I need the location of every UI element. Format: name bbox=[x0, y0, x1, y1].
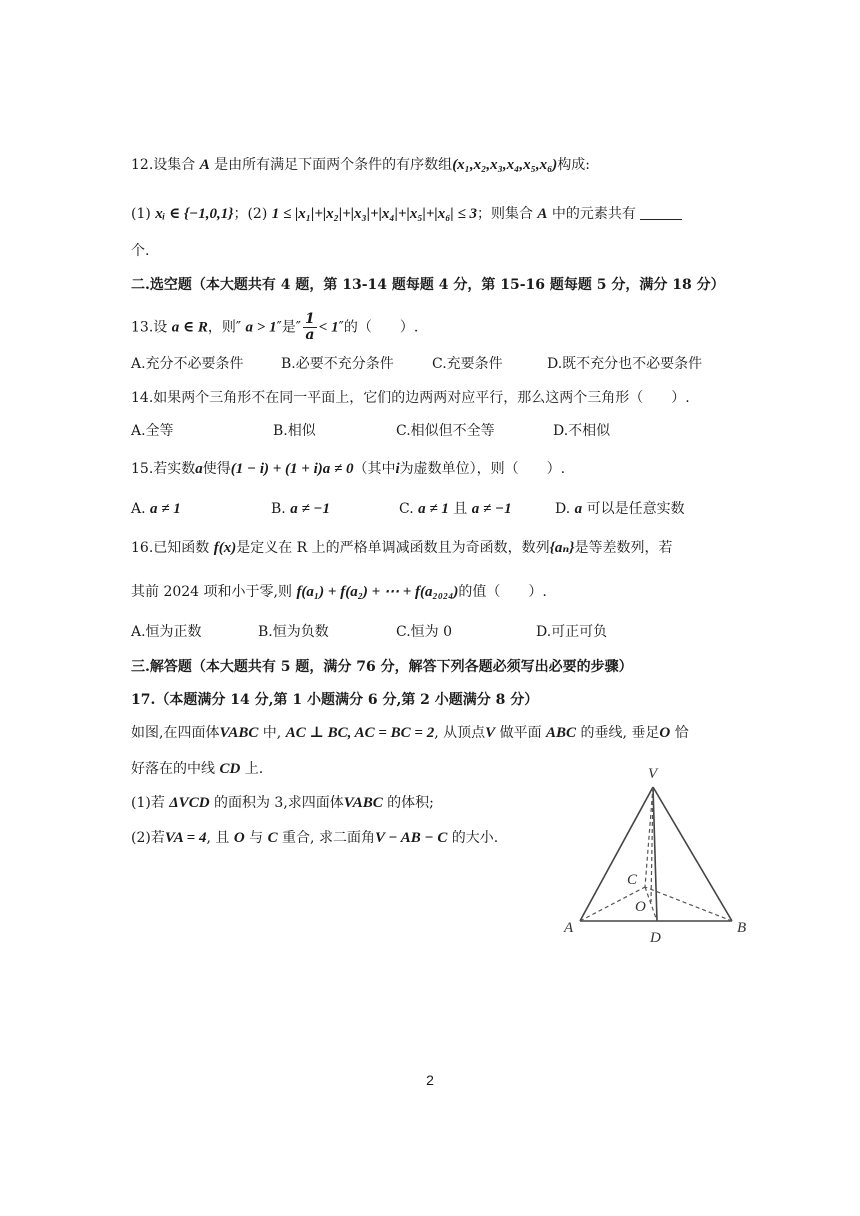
q17-part1 bbox=[131, 793, 434, 813]
q15-option-b bbox=[271, 499, 330, 519]
fraction-numerator: 1 bbox=[305, 311, 315, 327]
q13-option-d: D.既不充分也不必要条件 bbox=[547, 356, 703, 372]
q15-text: 为虚数单位），则（ ）. bbox=[399, 461, 566, 477]
q16-option-b: B.恒为负数 bbox=[258, 624, 329, 640]
q12-text: 构成: bbox=[557, 157, 591, 173]
math-var: CD bbox=[219, 761, 241, 777]
q16-text: 其前 2024 项和小于零,则 bbox=[131, 584, 297, 600]
q17-text: 好落在的中线 bbox=[131, 761, 220, 777]
q13-stem bbox=[131, 312, 418, 343]
q12-line3 bbox=[131, 241, 149, 261]
cond1-label: (1) bbox=[131, 206, 156, 222]
q16-option-a: A.恒为正数 bbox=[131, 624, 202, 640]
q12-text: 是由所有满足下面两个条件的有序数组 bbox=[209, 157, 453, 173]
edge-bc bbox=[645, 887, 732, 921]
q13-option-a: A.充分不必要条件 bbox=[131, 356, 244, 372]
edge-vd bbox=[653, 787, 657, 921]
label-b: B bbox=[737, 920, 747, 936]
edge-vb bbox=[653, 787, 732, 921]
math-expression: AC ⊥ BC, AC = BC = 2 bbox=[285, 725, 435, 741]
section-3-heading: 三.解答题（本大题共有 5 题，满分 76 分，解答下列各题必须写出必要的步骤） bbox=[131, 659, 633, 675]
set-a-symbol: A bbox=[537, 206, 548, 222]
math-expression: V − AB − C bbox=[374, 830, 448, 846]
answer-blank bbox=[640, 205, 682, 220]
q16-option-d: D.可正可负 bbox=[536, 624, 608, 640]
q17-text: 的大小. bbox=[447, 830, 499, 846]
fraction bbox=[303, 312, 317, 343]
q14-option-a: A.全等 bbox=[131, 423, 174, 439]
q17-text: 中, bbox=[258, 725, 286, 741]
cond2-label: ；(2) bbox=[233, 206, 272, 222]
q17-line2 bbox=[131, 759, 263, 779]
q13-text: ，则″ bbox=[207, 319, 246, 336]
q15-text: 使得 bbox=[202, 461, 231, 477]
option-label: D. bbox=[555, 501, 575, 517]
q17-line1 bbox=[131, 723, 689, 743]
math-var: ABC bbox=[546, 725, 577, 741]
tetrahedron-figure bbox=[555, 760, 765, 945]
fraction-denominator: a bbox=[305, 327, 315, 343]
q13-text: ″的（ ）. bbox=[338, 319, 419, 336]
math-expression: {aₙ} bbox=[549, 540, 575, 556]
q12-text: 个. bbox=[131, 243, 150, 259]
q17-header: 17.（本题满分 14 分,第 1 小题满分 6 分,第 2 小题满分 8 分） bbox=[131, 692, 539, 708]
q17-text: (1)若 bbox=[131, 795, 170, 811]
q17-text: , 且 bbox=[206, 830, 234, 846]
math-expression: a ≠ −1 bbox=[290, 501, 331, 517]
option-label: A. bbox=[131, 501, 151, 517]
q15-text: （其中 bbox=[353, 461, 396, 477]
math-expression: a > 1 bbox=[245, 319, 277, 336]
q16-text: 16.已知函数 bbox=[131, 540, 214, 556]
q12-line1 bbox=[131, 155, 590, 175]
q12-text: 中的元素共有 bbox=[547, 206, 636, 222]
q14-option-d: D.不相似 bbox=[553, 423, 611, 439]
math-var: V bbox=[485, 725, 496, 741]
label-a: A bbox=[564, 920, 574, 936]
section-2-heading: 二.选空题（本大题共有 4 题，第 13-14 题每题 4 分，第 15-16 题每题 5 分，满分 18 分） bbox=[131, 277, 725, 293]
math-expression: a ∈ R bbox=[171, 319, 208, 336]
math-expression: a ≠ −1 bbox=[471, 501, 512, 517]
q15-option-a bbox=[131, 499, 181, 519]
math-expression: VA = 4 bbox=[164, 830, 207, 846]
math-var: C bbox=[267, 830, 278, 846]
q16-option-c: C.恒为 0 bbox=[396, 624, 453, 640]
set-a-symbol: A bbox=[199, 157, 210, 173]
q17-text: 做平面 bbox=[495, 725, 547, 741]
option-label: C. bbox=[399, 501, 419, 517]
q17-text: , 从顶点 bbox=[434, 725, 486, 741]
q17-text: 的体积; bbox=[382, 795, 434, 811]
q14-option-b: B.相似 bbox=[273, 423, 316, 439]
math-expression: < 1 bbox=[318, 319, 339, 336]
q17-text: (2)若 bbox=[131, 830, 165, 846]
math-var: VABC bbox=[219, 725, 259, 741]
q15-option-d bbox=[555, 499, 685, 519]
math-expression: (1 − i) + (1 + i)a ≠ 0 bbox=[230, 461, 354, 477]
math-var: O bbox=[233, 830, 245, 846]
label-d: D bbox=[650, 930, 661, 945]
q16-text: 是等差数列，若 bbox=[574, 540, 673, 556]
q13-option-c: C.充要条件 bbox=[432, 356, 503, 372]
q13-option-b: B.必要不充分条件 bbox=[281, 356, 394, 372]
math-var: VABC bbox=[343, 795, 383, 811]
q12-text: ；则集合 bbox=[476, 206, 538, 222]
q14-stem: 14.如果两个三角形不在同一平面上，它们的边两两对应平行，那么这两个三角形（ ）. bbox=[131, 390, 690, 406]
math-expression: f(a₁) + f(a₂) + ⋯ + f(a₂₀₂₄) bbox=[296, 584, 459, 600]
q15-option-c bbox=[399, 499, 512, 519]
math-expression: a ≠ 1 bbox=[150, 501, 181, 517]
q13-text: ″是″ bbox=[276, 319, 302, 336]
tuple-expression: (x₁,x₂,x₃,x₄,x₅,x₆) bbox=[452, 157, 558, 173]
math-expression: a ≠ 1 bbox=[418, 501, 449, 517]
page-number: 2 bbox=[426, 1072, 434, 1088]
q15-stem bbox=[131, 459, 565, 479]
q16-text: 的值（ ）. bbox=[458, 584, 547, 600]
q17-text: 的垂线, 垂足 bbox=[576, 725, 660, 741]
q12-text: 12.设集合 bbox=[131, 157, 200, 173]
q17-text: 的面积为 3,求四面体 bbox=[209, 795, 344, 811]
math-var: i bbox=[395, 461, 400, 477]
q17-text: 重合, 求二面角 bbox=[277, 830, 375, 846]
label-c: C bbox=[627, 872, 638, 888]
condition-2: 1 ≤ |x₁|+|x₂|+|x₃|+|x₄|+|x₅|+|x₆| ≤ 3 bbox=[271, 206, 477, 222]
label-o: O bbox=[635, 899, 646, 915]
q17-text: 与 bbox=[244, 830, 268, 846]
math-var: a bbox=[574, 501, 583, 517]
q17-text: 上. bbox=[240, 761, 264, 777]
q16-text: 是定义在 R 上的严格单调减函数且为奇函数，数列 bbox=[236, 540, 550, 556]
label-v: V bbox=[648, 766, 658, 782]
math-var: O bbox=[659, 725, 671, 741]
math-var: a bbox=[195, 461, 203, 477]
option-text: 可以是任意实数 bbox=[582, 501, 685, 517]
option-text: 且 bbox=[448, 501, 472, 517]
q15-text: 15.若实数 bbox=[131, 461, 196, 477]
q16-line2 bbox=[131, 582, 547, 602]
q12-line2 bbox=[131, 204, 682, 224]
math-expression: ΔVCD bbox=[169, 795, 210, 811]
q13-text: 13.设 bbox=[131, 319, 172, 336]
q17-part2 bbox=[131, 828, 498, 848]
q17-text: 恰 bbox=[670, 725, 689, 741]
condition-1: xᵢ ∈ {−1,0,1} bbox=[155, 206, 234, 222]
q17-text: 如图,在四面体 bbox=[131, 725, 220, 741]
math-expression: f(x) bbox=[213, 540, 237, 556]
option-label: B. bbox=[271, 501, 291, 517]
q14-option-c: C.相似但不全等 bbox=[396, 423, 495, 439]
q16-line1 bbox=[131, 538, 673, 558]
